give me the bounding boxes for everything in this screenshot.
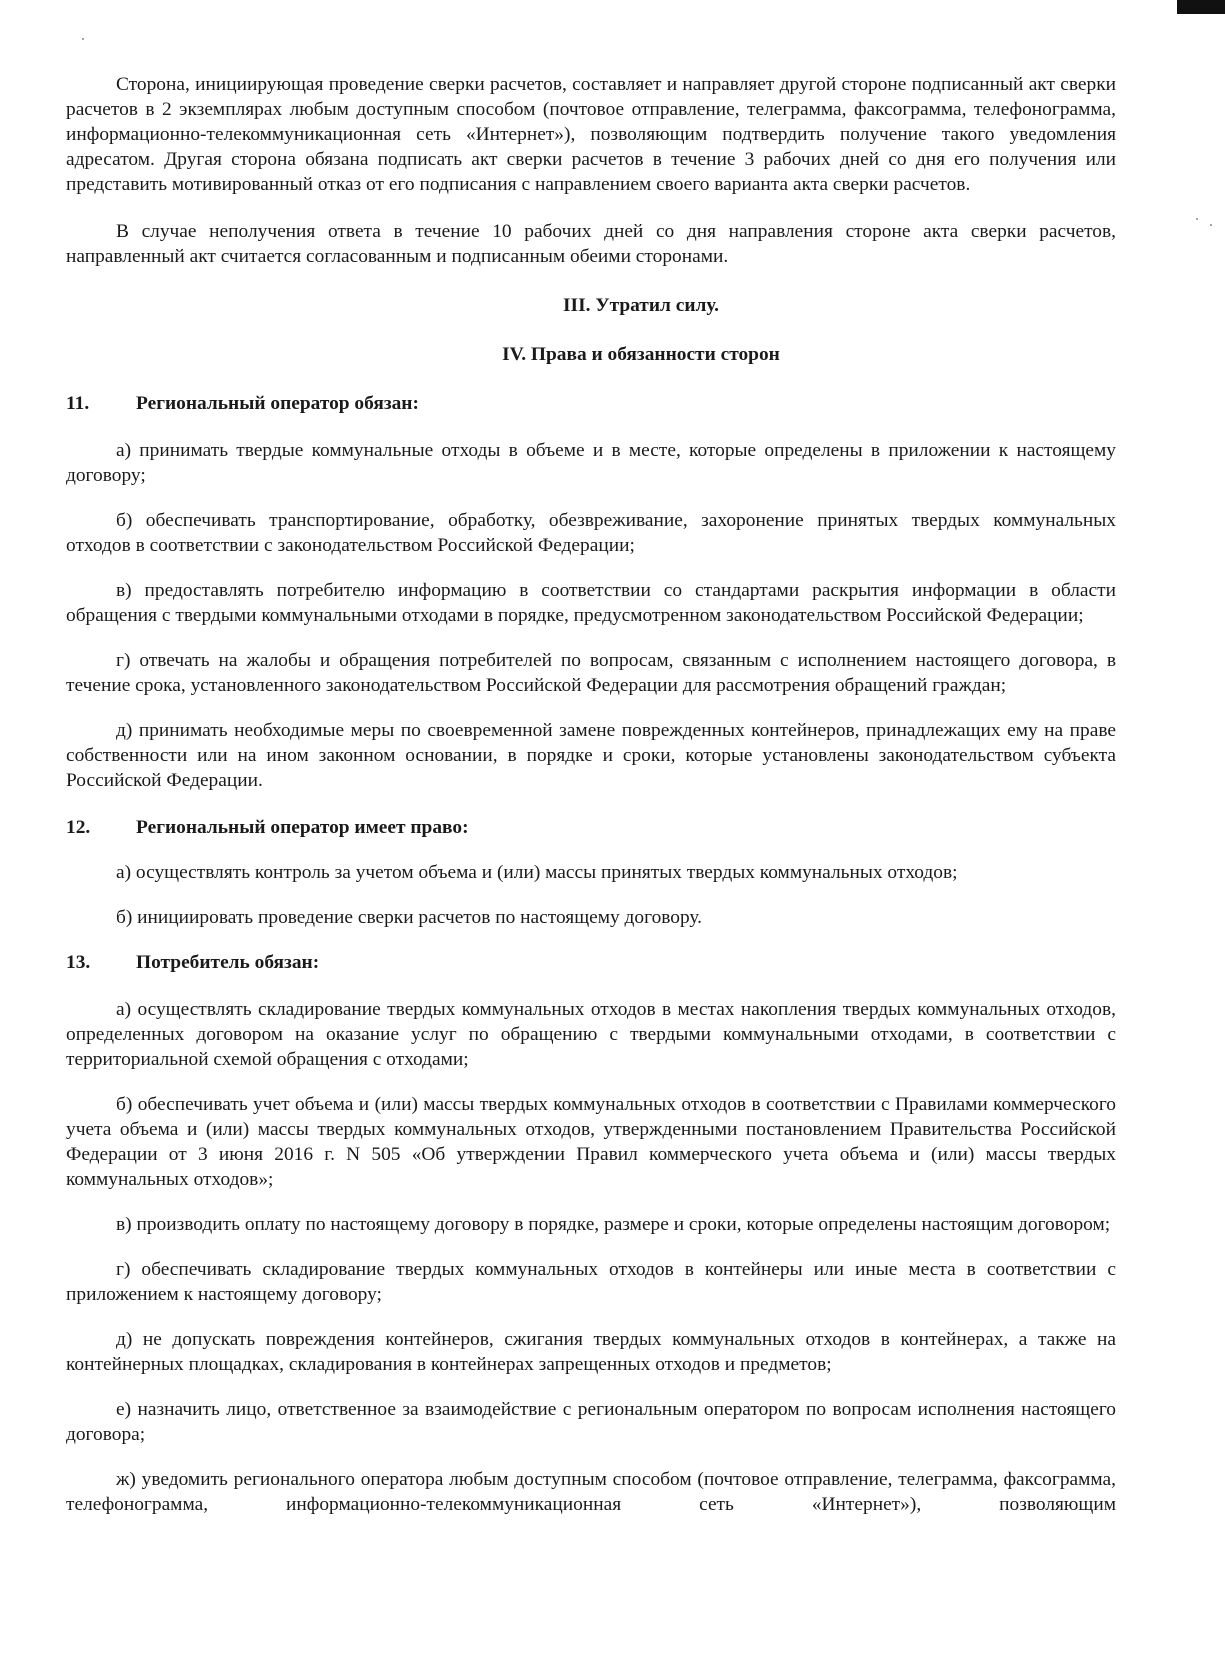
clause-11-title bbox=[66, 391, 1116, 416]
clause-11-v: в) предоставлять потребителю информацию в соответствии со стандартами раскрытия информации в области обращения с твердыми коммунальными отходами в порядке, предусмотренном законодательством Российской Федерации; bbox=[66, 580, 1116, 626]
clause-13-a: а) осуществлять складирование твердых коммунальных отходов в местах накопления твердых коммунальных отходов, определенных договором на оказание услуг по обращению с твердыми коммунальными отходами, в соответствии с территориальной схемой обращения с отходами; bbox=[66, 999, 1116, 1070]
scan-speck bbox=[82, 38, 84, 40]
clause-number: 13. bbox=[66, 952, 91, 973]
clause-title: Региональный оператор обязан: bbox=[136, 393, 419, 414]
heading-section-4: IV. Права и обязанности сторон bbox=[502, 344, 780, 365]
clause-13-v: в) производить оплату по настоящему договору в порядке, размере и сроки, которые определены настоящим договором; bbox=[116, 1214, 1111, 1235]
clause-11-a: а) принимать твердые коммунальные отходы в объеме и в месте, которые определены в приложении к настоящему договору; bbox=[66, 440, 1116, 486]
clause-13-g: г) обеспечивать складирование твердых коммунальных отходов в контейнеры или иные места в соответствии с приложением к настоящему договору; bbox=[66, 1259, 1116, 1305]
clause-11-d: д) принимать необходимые меры по своевременной замене поврежденных контейнеров, принадлежащих ему на праве собственности или на ином законном основании, в порядке и сроки, которые установлены законодательством субъекта Российской Федерации. bbox=[66, 720, 1116, 791]
clause-11-g: г) отвечать на жалобы и обращения потребителей по вопросам, связанным с исполнением настоящего договора, в течение срока, установленного законодательством Российской Федерации для рассмотрения обращений граждан; bbox=[66, 650, 1116, 696]
clause-number: 11. bbox=[66, 393, 90, 414]
paragraph-reconciliation-procedure: Сторона, инициирующая проведение сверки расчетов, составляет и направляет другой стороне подписанный акт сверки расчетов в 2 экземплярах любым доступным способом (почтовое отправление, телеграмма, факсограмма, телефонограмма, информационно-телекоммуникационная сеть «Интернет»), позволяющим подтвердить получение такого уведомления адресатом. Другая сторона обязана подписать акт сверки расчетов в течение 3 рабочих дней со дня его получения или представить мотивированный отказ от его подписания с направлением своего варианта акта сверки расчетов. bbox=[66, 74, 1116, 195]
heading-section-3: III. Утратил силу. bbox=[563, 295, 719, 316]
clause-title: Региональный оператор имеет право: bbox=[136, 817, 469, 838]
clause-13-e: е) назначить лицо, ответственное за взаимодействие с региональным оператором по вопросам исполнения настоящего договора; bbox=[66, 1399, 1116, 1445]
clause-12-title bbox=[66, 815, 1116, 840]
clause-13-d: д) не допускать повреждения контейнеров, сжигания твердых коммунальных отходов в контейнерах, а также на контейнерных площадках, складирования в контейнерах запрещенных отходов и предметов; bbox=[66, 1329, 1116, 1375]
clause-number: 12. bbox=[66, 817, 91, 838]
clause-13-title bbox=[66, 950, 1116, 975]
clause-12-a: а) осуществлять контроль за учетом объема и (или) массы принятых твердых коммунальных отходов; bbox=[116, 862, 958, 883]
clause-12-b: б) инициировать проведение сверки расчетов по настоящему договору. bbox=[116, 907, 703, 928]
clause-11-b: б) обеспечивать транспортирование, обработку, обезвреживание, захоронение принятых твердых коммунальных отходов в соответствии с законодательством Российской Федерации; bbox=[66, 510, 1116, 556]
scan-corner-mark bbox=[1177, 0, 1225, 14]
clause-13-zh: ж) уведомить регионального оператора любым доступным способом (почтовое отправление, телеграмма, факсограмма, телефонограмма, информационно-телекоммуникационная сеть «Интернет»), позволяющим bbox=[66, 1469, 1116, 1515]
clause-title: Потребитель обязан: bbox=[136, 952, 320, 973]
scan-speck bbox=[1196, 218, 1198, 220]
clause-13-b: б) обеспечивать учет объема и (или) массы твердых коммунальных отходов в соответствии с Правилами коммерческого учета объема и (или) массы твердых коммунальных отходов, утвержденными постановлением Правительства Российской Федерации от 3 июня 2016 г. N 505 «Об утверждении Правил коммерческого учета объема и (или) массы твердых коммунальных отходов»; bbox=[66, 1094, 1116, 1190]
document-page bbox=[66, 72, 1116, 1517]
paragraph-no-response: В случае неполучения ответа в течение 10 рабочих дней со дня направления стороне акта сверки расчетов, направленный акт считается согласованным и подписанным обеими сторонами. bbox=[66, 221, 1116, 267]
scan-speck bbox=[1210, 224, 1212, 226]
